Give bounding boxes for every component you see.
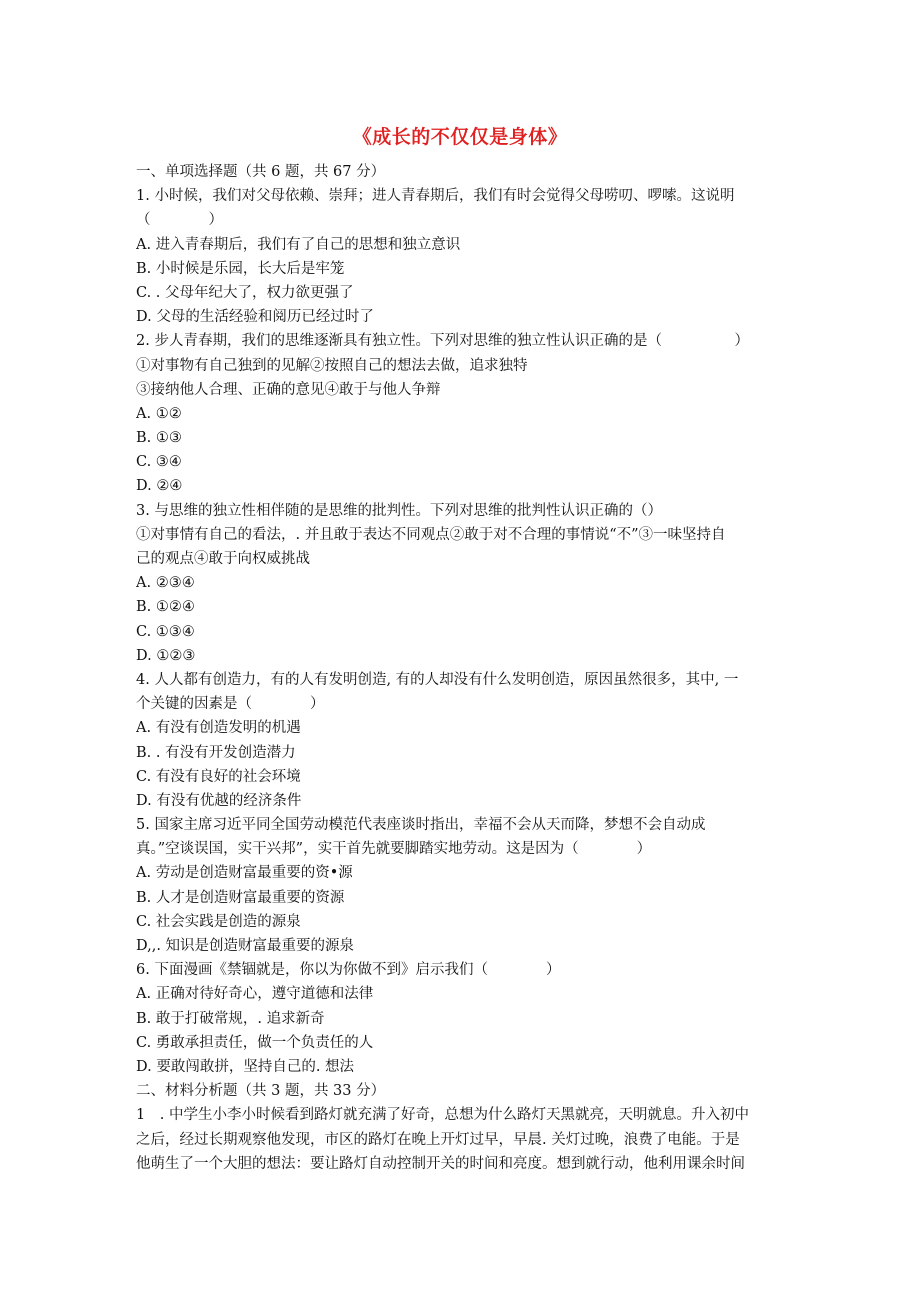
question-5-option-c: C. 社会实践是创造的源泉: [136, 913, 301, 930]
question-1-option-d: D. 父母的生活经验和阅历已经过时了: [136, 309, 374, 326]
question-3-stem: 3. 与思维的独立性相伴随的是思维的批判性。下列对思维的批判性认识正确的（）: [136, 502, 662, 519]
question-5-stem-1: 5. 国家主席习近平同全国劳动模范代表座谈时指出，幸福不会从天而降，梦想不会自动成: [136, 817, 706, 834]
question-5-option-d: D,,. 知识是创造财富最重要的源泉: [136, 938, 355, 954]
question-2-option-c: C. ③④: [136, 454, 182, 471]
question-6-option-d: D. 要敢闯敢拼，坚持自己的. 想法: [136, 1058, 355, 1075]
question-4-stem-1: 4. 人人都有创造力，有的人有发明创造, 有的人却没有什么发明创造，原因虽然很多，其中, 一: [136, 671, 739, 688]
document-body: [136, 160, 784, 1176]
section-heading-material-analysis: 二、材料分析题（共 3 题，共 33 分）: [136, 1083, 386, 1100]
question-3-statements-1: ①对事情有自己的看法，. 并且敢于表达不同观点②敢于对不合理的事情说“不”③一味坚持自: [136, 526, 726, 543]
material-1-text-1: 1 . 中学生小李小时候看到路灯就充满了好奇，总想为什么路灯天黑就亮，天明就息。升入初中: [136, 1107, 749, 1124]
question-4-option-a: A. 有没有创造发明的机遇: [136, 720, 301, 737]
question-2-statements-1: ①对事物有自己独到的见解②按照自己的想法去做，追求独特: [136, 357, 528, 374]
section-heading-single-choice: 一、单项选择题（共 6 题，共 67 分）: [136, 164, 386, 180]
question-5-option-a: A. 劳动是创造财富最重要的资•源: [136, 865, 353, 882]
question-2-option-a: A. ①②: [136, 405, 182, 422]
question-2-option-b: B. ①③: [136, 430, 182, 447]
document-title: 《成长的不仅仅是身体》: [352, 126, 568, 148]
question-3-option-b: B. ①②④: [136, 599, 195, 616]
question-2-statements-2: ③接纳他人合理、正确的意见④敢于与他人争辩: [136, 381, 441, 398]
question-2-stem: 2. 步人青春期，我们的思维逐渐具有独立性。下列对思维的独立性认识正确的是（ ）: [136, 333, 749, 350]
material-1-text-2: 之后，经过长期观察他发现，市区的路灯在晚上开灯过早，早晨. 关灯过晚，浪费了电能。于是: [136, 1131, 740, 1148]
question-3-option-c: C. ①③④: [136, 623, 195, 640]
question-5-stem-2: 真。”空谈误国，实干兴邦”，实干首先就要脚踏实地劳动。这是因为（ ）: [136, 841, 652, 858]
question-3-option-d: D. ①②③: [136, 647, 196, 664]
question-1-stem: 1. 小时候，我们对父母依赖、崇拜；进人青春期后，我们有时会觉得父母唠叨、啰嗦。这说明: [136, 188, 735, 205]
question-3-statements-2: 己的观点④敢于向权威挑战: [136, 551, 310, 567]
question-1-answer-blank: （ ）: [136, 212, 223, 229]
question-6-option-c: C. 勇敢承担责任，做一个负责任的人: [136, 1034, 374, 1051]
question-5-option-b: B. 人才是创造财富最重要的资源: [136, 889, 345, 906]
question-6-option-b: B. 敢于打破常规，. 追求新奇: [136, 1010, 325, 1027]
material-1-text-3: 他萌生了一个大胆的想法：要让路灯自动控制开关的时间和亮度。想到就行动，他利用课余时间: [136, 1155, 745, 1172]
question-4-option-d: D. 有没有优越的经济条件: [136, 792, 302, 809]
question-1-option-c: C. . 父母年纪大了，权力欲更强了: [136, 284, 354, 301]
question-6-stem: 6. 下面漫画《禁锢就是，你以为你做不到》启示我们（ ）: [136, 962, 561, 979]
question-3-option-a: A. ②③④: [136, 575, 195, 592]
question-1-option-b: B. 小时候是乐园，长大后是牢笼: [136, 260, 345, 277]
question-1-option-a: A. 进入青春期后，我们有了自己的思想和独立意识: [136, 236, 461, 253]
question-6-option-a: A. 正确对待好奇心，遵守道德和法律: [136, 986, 374, 1003]
question-4-option-b: B. . 有没有开发创造潜力: [136, 744, 296, 761]
question-4-option-c: C. 有没有良好的社会环境: [136, 768, 301, 785]
question-4-stem-2: 个关键的因素是（ ）: [136, 696, 325, 713]
question-2-option-d: D. ②④: [136, 478, 183, 495]
